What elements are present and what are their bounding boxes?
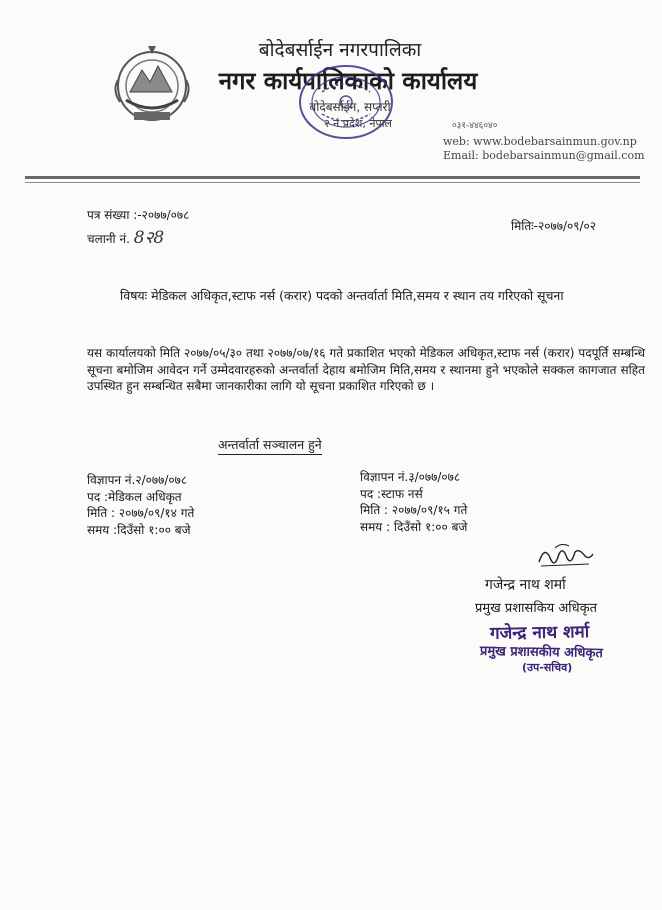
schedule-block-medical-officer — [87, 472, 194, 538]
municipality-name: बोदेबर्साईन नगरपालिका — [258, 39, 422, 61]
signatory-name: गजेन्द्र नाथ शर्मा — [485, 577, 566, 593]
ad-number: विज्ञापन नं.३/०७७/०७८ — [360, 470, 461, 484]
signatory-title: प्रमुख प्रशासकिय अधिकृत — [475, 601, 598, 616]
post-name: पद :मेडिकल अधिकृत — [87, 489, 182, 504]
office-seal-stamp — [292, 58, 400, 146]
dispatch-line — [87, 225, 164, 248]
header-divider-thin — [25, 182, 640, 183]
letter-date: मितिः-२०७७/०९/०२ — [511, 219, 596, 233]
letter-subject: विषयः मेडिकल अधिकृत,स्टाफ नर्स (करार) पदको अन्तर्वार्ता मिति,समय र स्थान तय गरिएको सूचना — [120, 288, 564, 303]
handwritten-signature — [535, 540, 595, 572]
interview-date: मिति : २०७७/०९/१४ गते — [87, 506, 195, 520]
office-address: बोदेबर्साईन, सप्तरी — [309, 100, 391, 114]
office-phone: ०३१-४४६०४० — [452, 121, 498, 131]
dispatch-number: 8२8 — [133, 228, 165, 248]
office-name: नगर कार्यपालिकाको कार्यालय — [218, 67, 478, 95]
schedule-block-staff-nurse — [360, 469, 467, 535]
interview-date: मिति : २०७७/०९/१५ गते — [360, 503, 468, 517]
interview-time: समय : दिउँसो १:०० बजे — [360, 519, 468, 534]
schedule-heading: अन्तर्वार्ता सञ्चालन हुने — [218, 436, 322, 455]
nepal-emblem-icon — [108, 40, 196, 128]
name-stamp: गजेन्द्र नाथ शर्मा — [489, 622, 590, 644]
header-divider — [25, 176, 640, 179]
office-website: web: www.bodebarsainmun.gov.np — [443, 135, 637, 148]
office-province: २ नं प्रदेश, नेपाल — [323, 117, 393, 130]
title-stamp: प्रमुख प्रशासकीय अधिकृत — [479, 643, 603, 662]
letter-body: यस कार्यालयको मिति २०७७/०५/३० तथा २०७७/०७/१६ गते प्रकाशित भएको मेडिकल अधिकृत,स्टाफ नर्स (करार) पदपूर्ति सम्बन्धि सूचना बमोजिम आवेदन गर्ने उम्मेदवारहरुको अन्तर्वार्ता देहाय बमोजिम मिति,समय र स्थानमा हुने भएकोले सक्कल कागजात सहित उपस्थित हुन सम्बन्धित सबैमा जानकारीका लागि यो सूचना प्रकाशित गरिएको छ । — [87, 346, 645, 393]
interview-time: समय :दिउँसो १:०० बजे — [87, 522, 191, 537]
ad-number: विज्ञापन नं.२/०७७/०७८ — [87, 473, 188, 487]
dispatch-label: चलानी नं. — [87, 232, 130, 246]
reference-number: पत्र संख्या :-२०७७/०७८ — [87, 208, 190, 222]
office-email: Email: bodebarsainmun@gmail.com — [443, 149, 645, 162]
post-name: पद :स्टाफ नर्स — [360, 486, 423, 501]
rank-stamp: (उप-सचिव) — [522, 661, 573, 674]
